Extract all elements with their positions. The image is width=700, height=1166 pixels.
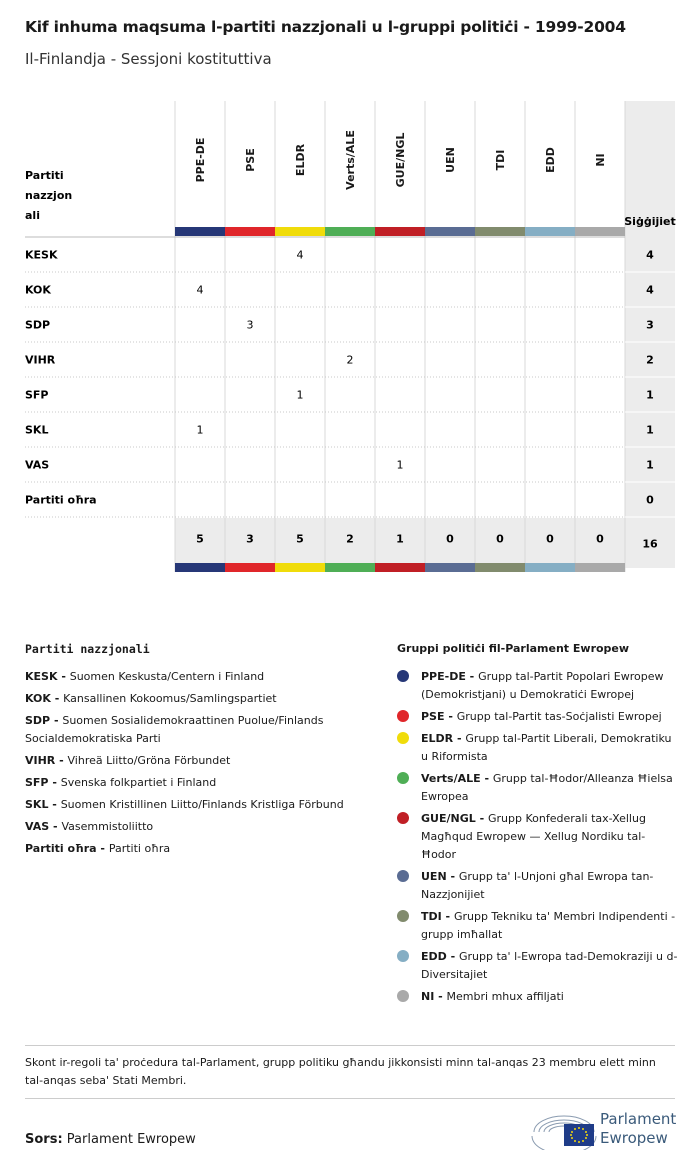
column-color-bar-bottom <box>325 563 375 572</box>
source-line <box>25 1132 196 1147</box>
group-color-dot-icon <box>397 812 409 824</box>
column-total-value: 5 <box>296 532 304 546</box>
table-cell-value: 3 <box>246 318 254 332</box>
party-legend-item <box>25 752 365 770</box>
column-total-value: 3 <box>246 532 254 546</box>
column-header-label: UEN <box>444 147 457 173</box>
group-legend-code: Verts/ALE - <box>421 772 493 785</box>
parties-legend-heading: Partiti nazzjonali <box>25 642 150 656</box>
row-header-label-line: nazzjon <box>25 189 73 202</box>
column-color-bar-bottom <box>475 563 525 572</box>
row-party-label: SDP <box>25 318 51 332</box>
group-legend-code: ELDR - <box>421 732 466 745</box>
group-color-dot-icon <box>397 772 409 784</box>
group-legend-name: Membri mhux affiljati <box>446 990 564 1003</box>
row-total-value: 1 <box>646 388 654 402</box>
column-total-value: 1 <box>396 532 404 546</box>
column-color-bar-bottom <box>575 563 625 572</box>
row-party-label: KESK <box>25 248 58 262</box>
row-header-label-line: Partiti <box>25 169 64 182</box>
column-total-value: 2 <box>346 532 354 546</box>
group-legend-text <box>421 810 679 864</box>
group-legend-name: Grupp ta' l-Ewropa tad-Demokraziji u d-Diversitajiet <box>421 950 678 981</box>
group-legend-code: NI - <box>421 990 447 1003</box>
column-total-value: 0 <box>496 532 504 546</box>
page-subtitle: Il-Finlandja - Sessjoni kostituttiva <box>25 50 272 68</box>
party-legend-item <box>25 796 365 814</box>
group-legend-code: TDI - <box>421 910 454 923</box>
table-cell-value: 1 <box>296 388 304 402</box>
group-color-dot-icon <box>397 950 409 962</box>
party-legend-item <box>25 818 365 836</box>
row-party-label: SFP <box>25 388 49 402</box>
column-total-value: 5 <box>196 532 204 546</box>
column-color-bar <box>425 227 475 236</box>
row-party-label: VIHR <box>25 353 56 367</box>
group-legend-code: PPE-DE - <box>421 670 479 683</box>
column-color-bar <box>525 227 575 236</box>
column-color-bar-bottom <box>375 563 425 572</box>
party-legend-item <box>25 840 365 858</box>
group-legend-text <box>421 730 679 766</box>
column-color-bar <box>225 227 275 236</box>
group-legend-text <box>421 988 679 1006</box>
table-cell-value: 1 <box>196 423 204 437</box>
parliament-logo <box>530 1106 680 1150</box>
column-color-bar <box>475 227 525 236</box>
table-cell-value: 1 <box>396 458 404 472</box>
row-total-value: 2 <box>646 353 654 367</box>
row-total-value: 3 <box>646 318 654 332</box>
group-legend-code: EDD - <box>421 950 460 963</box>
divider <box>25 1045 675 1046</box>
column-total-value: 0 <box>546 532 554 546</box>
group-legend-text <box>421 708 679 726</box>
footnote: Skont ir-regoli ta' proċedura tal-Parlament, grupp politiku għandu jikkonsisti minn tal-anqas 23 membru elett minn tal-anqas seba' Stati Membri. <box>25 1056 656 1087</box>
row-party-label: SKL <box>25 423 49 437</box>
party-legend-item <box>25 712 365 748</box>
column-color-bar <box>575 227 625 236</box>
group-color-dot-icon <box>397 732 409 744</box>
column-color-bar-bottom <box>525 563 575 572</box>
group-legend-code: UEN - <box>421 870 459 883</box>
group-legend-name: Grupp tal-Ħodor/Alleanza Ħielsa Ewropea <box>421 772 673 803</box>
group-legend-name: Grupp ta' l-Unjoni għal Ewropa tan-Nazzjonijiet <box>421 870 654 901</box>
group-legend-text <box>421 770 679 806</box>
party-legend-code: Partiti oħra - <box>25 842 109 855</box>
column-color-bar-bottom <box>425 563 475 572</box>
row-total-value: 1 <box>646 423 654 437</box>
table-cell-value: 4 <box>296 248 304 262</box>
column-color-bar <box>375 227 425 236</box>
source-value: Parlament Ewropew <box>66 1132 196 1147</box>
column-color-bar-bottom <box>275 563 325 572</box>
divider <box>25 1098 675 1099</box>
table-cell-value: 4 <box>196 283 204 297</box>
party-legend-code: KESK - <box>25 670 70 683</box>
column-header-label: ELDR <box>294 143 307 177</box>
table-cell-value: 2 <box>346 353 354 367</box>
party-legend-name: Svenska folkpartiet i Finland <box>60 776 217 789</box>
column-header-label: PSE <box>244 148 257 172</box>
hemicycle-icon <box>530 1106 598 1150</box>
group-legend-code: PSE - <box>421 710 457 723</box>
party-legend-code: SKL - <box>25 798 61 811</box>
group-legend-name: Grupp Konfederali tax-Xellug Magħqud Ewropew — Xellug Nordiku tal-Ħodor <box>421 812 646 861</box>
groups-legend-heading: Gruppi politiċi fil-Parlament Ewropew <box>397 642 630 655</box>
party-legend-code: VIHR - <box>25 754 68 767</box>
party-legend-code: VAS - <box>25 820 62 833</box>
column-color-bar <box>275 227 325 236</box>
party-legend-code: KOK - <box>25 692 64 705</box>
row-total-value: 4 <box>646 283 654 297</box>
party-legend-item <box>25 690 365 708</box>
group-color-dot-icon <box>397 710 409 722</box>
party-legend-name: Partiti oħra <box>108 842 171 855</box>
group-legend-text <box>421 668 679 704</box>
grand-total-value: 16 <box>642 537 658 551</box>
column-header-label: TDI <box>494 149 507 171</box>
party-legend-item <box>25 668 365 686</box>
column-total-value: 0 <box>596 532 604 546</box>
row-total-value: 4 <box>646 248 654 262</box>
group-color-dot-icon <box>397 670 409 682</box>
column-header-label: NI <box>594 153 607 167</box>
group-legend-name: Grupp tal-Partit Popolari Ewropew (Demokristjani) u Demokratiċi Ewropej <box>421 670 664 701</box>
row-total-value: 0 <box>646 493 654 507</box>
group-color-dot-icon <box>397 910 409 922</box>
page-title: Kif inhuma maqsuma l-partiti nazzjonali u l-gruppi politiċi - 1999-2004 <box>25 18 626 36</box>
party-legend-name: Vasemmistoliitto <box>61 820 154 833</box>
party-legend-name: Suomen Kristillinen Liitto/Finlands Kristliga Förbund <box>60 798 344 811</box>
column-total-value: 0 <box>446 532 454 546</box>
row-party-label: VAS <box>25 458 50 472</box>
source-label: Sors: <box>25 1132 63 1147</box>
party-legend-name: Kansallinen Kokoomus/Samlingspartiet <box>63 692 277 705</box>
column-header-label: Verts/ALE <box>344 130 357 190</box>
party-legend-item <box>25 774 365 792</box>
group-legend-text <box>421 948 679 984</box>
column-color-bar <box>325 227 375 236</box>
group-legend-name: Grupp tal-Partit tas-Soċjalisti Ewropej <box>456 710 662 723</box>
party-legend-code: SDP - <box>25 714 63 727</box>
column-header-label: EDD <box>544 147 557 173</box>
column-color-bar-bottom <box>175 563 225 572</box>
party-legend-name: Suomen Sosialidemokraattinen Puolue/Finlands Socialdemokratiska Parti <box>25 714 324 745</box>
group-color-dot-icon <box>397 990 409 1002</box>
column-color-bar <box>175 227 225 236</box>
row-header-label-line: ali <box>25 209 40 222</box>
party-legend-name: Vihreä Liitto/Gröna Förbundet <box>67 754 231 767</box>
party-legend-name: Suomen Keskusta/Centern i Finland <box>69 670 265 683</box>
group-legend-name: Grupp Tekniku ta' Membri Indipendenti - grupp imħallat <box>421 910 676 941</box>
group-legend-text <box>421 868 679 904</box>
group-legend-text <box>421 908 679 944</box>
row-party-label: Partiti oħra <box>25 493 97 507</box>
party-legend-code: SFP - <box>25 776 61 789</box>
row-party-label: KOK <box>25 283 51 297</box>
column-color-bar-bottom <box>225 563 275 572</box>
column-header-label: PPE-DE <box>194 137 207 183</box>
logo-line-1: Parlament <box>600 1110 677 1128</box>
group-legend-code: GUE/NGL - <box>421 812 488 825</box>
logo-line-2: Ewropew <box>600 1129 668 1147</box>
group-color-dot-icon <box>397 870 409 882</box>
total-header-label: Siġġijiet <box>624 215 676 228</box>
column-header-label: GUE/NGL <box>394 132 407 188</box>
group-legend-name: Grupp tal-Partit Liberali, Demokratiku u Riformista <box>421 732 672 763</box>
row-total-value: 1 <box>646 458 654 472</box>
